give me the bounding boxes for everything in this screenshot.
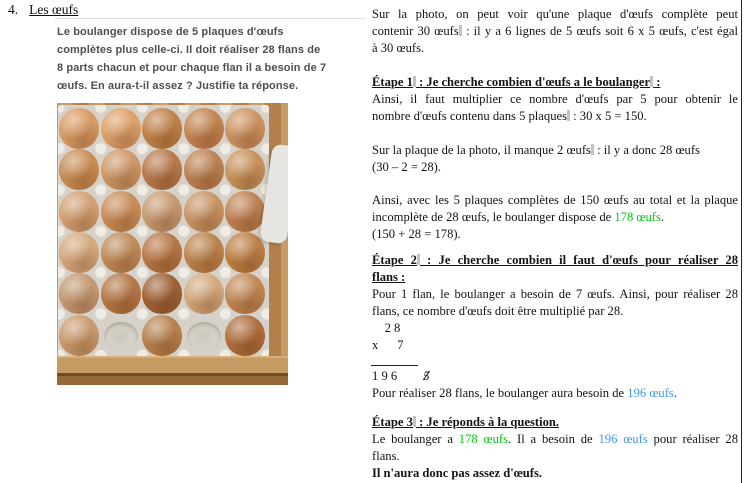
text-line: [372, 465, 738, 482]
egg: [101, 232, 141, 273]
egg: [59, 191, 99, 232]
highlighted-text: 178 œufs: [458, 432, 509, 446]
empty-pocket: [187, 322, 221, 351]
egg: [142, 232, 182, 273]
text-segment: Pour 1 flan, le boulanger a besoin de 7 œufs. Ainsi, pour réaliser 28: [372, 287, 738, 301]
statement-divider: [55, 18, 366, 19]
text-segment: Étape 2: [372, 253, 417, 267]
egg: [142, 149, 182, 190]
text-line: [372, 192, 738, 209]
text-segment: contenir 30 œufs: [372, 24, 459, 38]
paragraph: [372, 385, 738, 402]
text-line: [372, 6, 738, 23]
text-segment: pour réaliser 28: [647, 432, 738, 446]
egg: [101, 108, 141, 149]
multiplication: [372, 320, 738, 385]
paragraph: [372, 91, 738, 125]
text-segment: Pour réaliser 28 flans, le boulanger aura besoin de: [372, 386, 628, 400]
text-segment: .: [673, 386, 677, 400]
egg: [142, 315, 182, 356]
egg: [59, 108, 99, 149]
text-segment: flans :: [372, 270, 406, 284]
egg: [184, 191, 224, 232]
text-line: [372, 303, 738, 320]
text-segment: nombre d'œufs contenu dans 5 plaques: [372, 109, 567, 123]
text-segment: : Je réponds à la question.: [415, 415, 560, 429]
text-segment: Sur la plaque de la photo, il manque 2 œufs: [372, 143, 591, 157]
paragraph: [372, 6, 738, 57]
text-line: [372, 91, 738, 108]
wood-table: [57, 356, 288, 385]
result-digits: 1 9 6: [372, 369, 398, 383]
egg: [225, 149, 265, 190]
egg: [59, 273, 99, 314]
text-segment: (150 + 28 = 178).: [372, 227, 461, 241]
text-line: [372, 431, 738, 448]
text-line: [372, 23, 738, 40]
paragraph: [372, 286, 738, 320]
text-line: [372, 74, 738, 91]
empty-pocket: [104, 322, 138, 351]
page-right-border: [741, 0, 742, 483]
text-segment: . Il a besoin de: [508, 432, 599, 446]
text-segment: Ainsi, avec les 5 plaques complètes de 150 œufs au total et la plaque: [372, 193, 738, 207]
text-line: [372, 108, 738, 125]
section-title: Les œufs: [29, 2, 79, 17]
egg: [184, 108, 224, 149]
text-segment: Étape 3: [372, 415, 413, 429]
mult-row: x 7: [372, 338, 404, 352]
text-segment: flans.: [372, 449, 400, 463]
text-segment: Étape 1: [372, 75, 413, 89]
egg: [225, 191, 265, 232]
egg: [225, 273, 265, 314]
egg: [184, 232, 224, 273]
text-line: [372, 226, 738, 243]
text-segment: à 30 œufs.: [372, 41, 425, 55]
highlighted-text: 196 œufs: [627, 386, 674, 400]
problem-line: œufs. En aura-t-il assez ? Justifie ta réponse.: [57, 80, 299, 92]
highlighted-text: 196 œufs: [598, 432, 648, 446]
text-line: [372, 252, 738, 269]
step-heading: [372, 414, 738, 431]
text-line: [372, 414, 738, 431]
text-line: [372, 159, 738, 176]
egg: [225, 232, 265, 273]
text-segment: :: [653, 75, 661, 89]
problem-statement: [57, 23, 365, 95]
text-segment: : il y a 6 lignes de 5 œufs soit 6 x 5 œufs, c'est égal: [461, 24, 738, 38]
text-segment: incomplète de 28 œufs, le boulanger dispose de: [372, 210, 615, 224]
egg: [184, 273, 224, 314]
egg: [184, 149, 224, 190]
egg: [101, 149, 141, 190]
highlighted-text: 178 œufs: [614, 210, 661, 224]
text-line: [372, 448, 738, 465]
mult-result: [372, 368, 738, 385]
paragraph: [372, 142, 738, 176]
text-segment: Sur la photo, on peut voir qu'une plaque d'œufs complète peut: [372, 7, 738, 21]
text-line: [372, 385, 738, 402]
problem-line: 8 parts chacun et pour chaque flan il a besoin de 7: [57, 62, 327, 74]
egg: [142, 191, 182, 232]
egg: [225, 315, 265, 356]
problem-line: complètes plus celle-ci. Il doit réaliser 28 flans de: [57, 44, 321, 56]
mult-row: 2 8: [372, 321, 401, 335]
egg: [59, 149, 99, 190]
egg: [101, 273, 141, 314]
egg: [59, 315, 99, 356]
crossed-carry-digit: 5: [423, 369, 430, 383]
step-heading: [372, 74, 738, 91]
egg: [101, 191, 141, 232]
text-segment: (30 – 2 = 28).: [372, 160, 442, 174]
text-line: [372, 40, 738, 57]
text-line: [372, 142, 738, 159]
highlighted-text: Il n'aura donc pas assez d'œufs.: [372, 466, 543, 480]
text-segment: : 30 x 5 = 150.: [569, 109, 647, 123]
egg: [142, 108, 182, 149]
mult-bar: [371, 365, 418, 366]
text-segment: Le boulanger a: [372, 432, 459, 446]
solution-column: [372, 6, 738, 482]
text-segment: flans, ce nombre d'œufs doit être multiplié par 28.: [372, 304, 624, 318]
text-line: [372, 286, 738, 303]
egg: [59, 232, 99, 273]
text-line: [372, 209, 738, 226]
text-segment: .: [660, 210, 665, 224]
egg: [225, 108, 265, 149]
problem-line: Le boulanger dispose de 5 plaques d'œufs: [57, 26, 284, 38]
text-segment: : il y a donc 28 œufs: [593, 143, 700, 157]
text-segment: : Je cherche combien il faut d'œufs pour réaliser 28: [419, 253, 738, 267]
paragraph: [372, 431, 738, 482]
text-line: [372, 269, 738, 286]
section-number: 4.: [8, 2, 19, 17]
page-title: [8, 2, 78, 18]
step-heading: [372, 252, 738, 286]
paragraph: [372, 192, 738, 243]
egg: [142, 273, 182, 314]
text-segment: : Je cherche combien d'œufs a le boulanger: [415, 75, 651, 89]
text-segment: Ainsi, il faut multiplier ce nombre d'œufs par 5 pour obtenir le: [372, 92, 738, 106]
egg-photo: [57, 103, 288, 385]
egg-tray: [58, 105, 269, 357]
